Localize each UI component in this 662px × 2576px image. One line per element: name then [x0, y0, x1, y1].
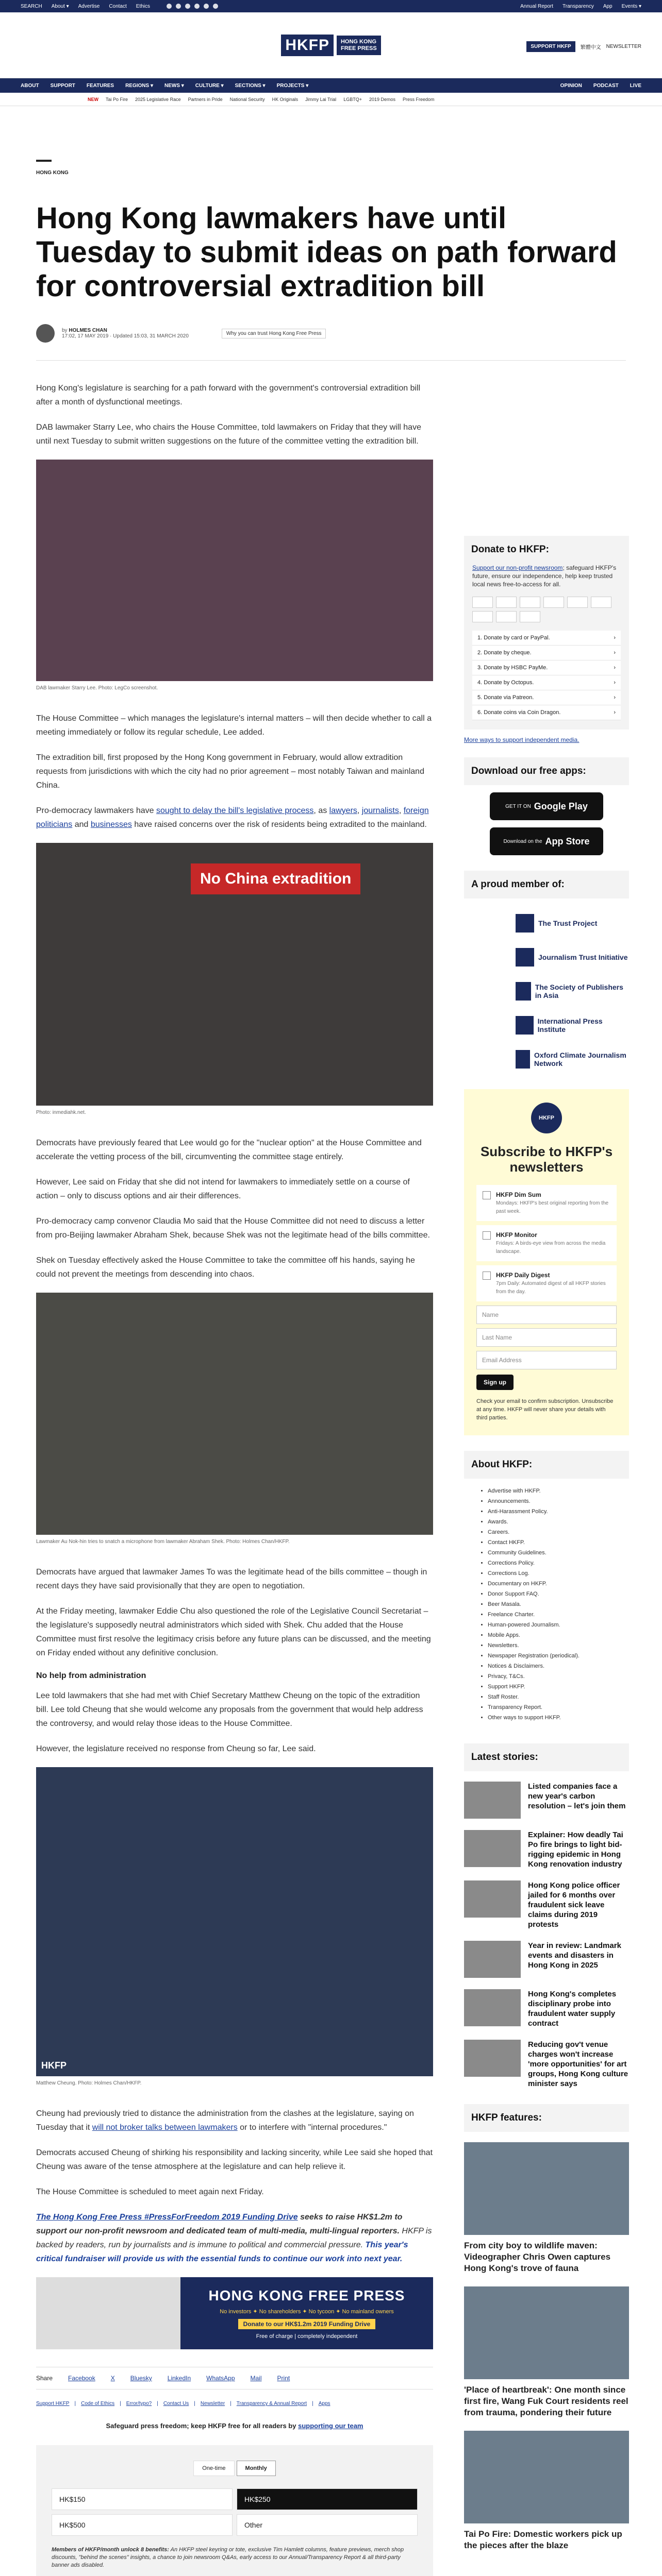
story-title[interactable]: Listed companies face a new year's carbon resolution – let's join them [528, 1782, 626, 1810]
method-label: 1. Donate by card or PayPal. [477, 635, 550, 641]
donate-method[interactable] [472, 690, 621, 705]
feature-story[interactable] [464, 2142, 629, 2274]
language-link[interactable]: 繁體中文 [580, 45, 601, 50]
nl-desc: Mondays: HKFP's best original reporting from the past week. [496, 1200, 609, 1214]
publish-date: 17:02, 17 MAY 2019 [62, 333, 109, 339]
paragraph: Pro-democracy camp convenor Claudia Mo said that the House Committee did not need to discuss a letter from pro-Beijing lawmaker Abraham Shek, because Shek was not the legitimate head of the bills committee. [36, 1217, 430, 1240]
paragraph: Shek on Tuesday effectively asked the House Committee to take the committee off his hands, saying he could not prevent the meetings from descending into chaos. [36, 1256, 415, 1279]
benefits-text: An HKFP steel keyring or tote, exclusive Tim Hamlett columns, feature previews, merch shop discounts, "behind the scenes" insights, a chance to join newsroom Q&As, early access to our Annual/Transparency Report & all third-party banner ads disabled. [52, 2547, 404, 2568]
text: Pro-democracy lawmakers have [36, 806, 156, 815]
support-hkfp-button[interactable]: SUPPORT HKFP [526, 41, 575, 52]
annual-report-link[interactable]: Annual Report [520, 3, 554, 9]
visa-icon [496, 597, 517, 608]
nav-support[interactable]: SUPPORT [50, 82, 75, 89]
trust-link[interactable]: Why you can trust Hong Kong Free Press [222, 329, 326, 338]
paragraph: The House Committee is scheduled to meet again next Friday. [36, 2188, 264, 2196]
feature-image [464, 2286, 629, 2379]
nl-name: HKFP Dim Sum [496, 1191, 541, 1198]
nl-desc: 7pm Daily: Automated digest of all HKFP stories from the day. [496, 1281, 606, 1295]
story-title[interactable]: Explainer: How deadly Tai Po fire brings to light bid-rigging epidemic in Hong Kong renovation industry [528, 1831, 623, 1869]
text: and [72, 820, 91, 829]
subnav-item[interactable]: LGBTQ+ [343, 96, 362, 102]
sopa-logo [516, 982, 531, 1001]
feature-title[interactable]: 'Place of heartbreak': One month since first fire, Wang Fuk Court residents reel from trauma, pondering their future [464, 2385, 628, 2417]
donate-methods [472, 631, 621, 720]
contact-link[interactable]: Contact [109, 3, 127, 9]
advertise-link[interactable]: Advertise [78, 3, 100, 9]
feature-story[interactable] [464, 2431, 629, 2551]
footer-link[interactable]: Newsletter [200, 2401, 225, 2406]
more-ways [464, 736, 629, 744]
amount-option-other[interactable]: Other [237, 2514, 418, 2536]
logo-text [337, 36, 381, 55]
appstore-label: App Store [545, 836, 590, 846]
photo-starry-lee [36, 460, 433, 681]
subnav-item[interactable]: 2019 Demos [369, 96, 395, 102]
about-heading: About HKFP: [464, 1451, 629, 1479]
newsletter-option[interactable] [476, 1185, 617, 1221]
broker-talks-link[interactable]: will not broker talks between lawmakers [92, 2123, 238, 2132]
freq-monthly[interactable]: Monthly [237, 2461, 276, 2476]
text: , [399, 806, 404, 815]
sub-nav [0, 93, 662, 106]
donate-method[interactable] [472, 631, 621, 646]
latest-heading: Latest stories: [464, 1743, 629, 1771]
journalists-link[interactable]: journalists [361, 806, 399, 815]
subheading: No help from administration [36, 1671, 146, 1680]
about-item[interactable]: • Beer Masala. [488, 1599, 629, 1609]
paragraph: Democrats accused Cheung of shirking his responsibility and lacking sincerity, while Lee said she hoped that Cheung was aware of the tense atmosphere at the legislature and can help relieve it. [36, 2148, 433, 2171]
photo-caption: Matthew Cheung. Photo: Holmes Chan/HKFP. [36, 2080, 142, 2086]
footer-link[interactable]: Transparency & Annual Report [236, 2401, 307, 2406]
about-item[interactable]: • Corrections Log. [488, 1568, 629, 1579]
story-thumbnail [464, 2040, 521, 2077]
latest-story[interactable] [464, 1941, 629, 1978]
nl-name: HKFP Daily Digest [496, 1272, 550, 1279]
about-item[interactable]: • Human-powered Journalism. [488, 1620, 629, 1630]
nav-projects[interactable]: PROJECTS ▾ [276, 82, 309, 89]
footer-link[interactable]: Code of Ethics [81, 2401, 115, 2406]
google-play-button[interactable] [490, 792, 603, 820]
author-name[interactable]: HOLMES CHAN [69, 328, 107, 333]
paragraph: Lee told lawmakers that she had met with Chief Secretary Matthew Cheung on the topic of the extradition bill. Lee told Cheung that she would welcome any proposals from the government that would help address the controversy, and would relay those ideas to the House Committee. [36, 1691, 423, 1728]
checkbox[interactable] [483, 1272, 491, 1280]
byline [36, 324, 626, 343]
ethics-link[interactable]: Ethics [136, 3, 151, 9]
paragraph [36, 2107, 433, 2134]
text: , [357, 806, 362, 815]
story-title[interactable]: Reducing gov't venue charges won't increase 'more opportunities' for art groups, Hong Kong culture minister says [528, 2040, 628, 2088]
story-thumbnail [464, 1782, 521, 1819]
sidebar [464, 536, 629, 2564]
gplay-small: GET IT ON [505, 803, 531, 809]
donate-box [464, 564, 629, 730]
nav-about[interactable]: ABOUT [21, 82, 39, 89]
member-oxford[interactable] [516, 1050, 629, 1069]
about-item[interactable]: • Donor Support FAQ. [488, 1589, 629, 1599]
article-footer-links: Support HKFP | Code of Ethics | Error/typo? | Contact Us | Newsletter | Transparency & Annual Report | Apps [36, 2401, 330, 2406]
cheque-icon [520, 611, 540, 622]
donation-panel [36, 2445, 433, 2576]
facebook-icon[interactable] [167, 4, 172, 9]
nav-culture[interactable]: CULTURE ▾ [195, 82, 224, 89]
about-item[interactable]: • Newspaper Registration (periodical). [488, 1651, 629, 1661]
member-label: Journalism Trust Initiative [538, 953, 628, 961]
share-bluesky[interactable]: Bluesky [130, 2375, 152, 2382]
photo-watermark: HKFP [41, 2060, 67, 2071]
logo-mark: HKFP [281, 35, 334, 56]
nav-live[interactable]: LIVE [630, 82, 641, 89]
gplay-label: Google Play [534, 801, 588, 811]
about-item[interactable]: • Support HKFP. [488, 1682, 629, 1692]
paragraph: However, Lee said on Friday that she did not intend for lawmakers to immediately settle on a course of action – only to discuss options and air their differences. [36, 1178, 410, 1200]
donate-text [472, 564, 621, 588]
amount-option-selected[interactable]: HK$250 [237, 2488, 418, 2510]
story-title[interactable]: Hong Kong police officer jailed for 6 months over fraudulent sick leave claims during 2019 protests [528, 1881, 620, 1929]
name-input[interactable]: Name [476, 1306, 617, 1324]
member-heading: A proud member of: [464, 871, 629, 899]
text: seeks to raise HK$1.2m to support our non-profit newsroom and dedicated team of multi-media, multi-lingual reporters. [36, 2213, 403, 2235]
newsletter-note: Check your email to confirm subscription. Unsubscribe at any time. HKFP will never share your details with third parties. [476, 1398, 614, 1421]
transparency-link[interactable]: Transparency [562, 3, 594, 9]
story-title[interactable]: Year in review: Landmark events and disasters in Hong Kong in 2025 [528, 1941, 621, 1970]
nav-regions[interactable]: REGIONS ▾ [125, 82, 153, 89]
support-team-link[interactable]: supporting our team [298, 2422, 363, 2430]
about-item[interactable]: • Transparency Report. [488, 1702, 629, 1713]
story-thumbnail [464, 1989, 521, 2026]
about-item[interactable]: • Newsletters. [488, 1640, 629, 1651]
subnav-new-badge: NEW [88, 96, 98, 102]
subnav-item[interactable]: Partners in Pride [188, 96, 223, 102]
amount-option[interactable]: HK$150 [52, 2488, 233, 2510]
method-label: 5. Donate via Patreon. [477, 694, 534, 701]
about-item[interactable]: • Anti-Harassment Policy. [488, 1506, 629, 1517]
footer-link[interactable]: Contact Us [163, 2401, 189, 2406]
paragraph: Hong Kong's legislature is searching for a path forward with the government's controversial extradition bill after a month of dysfunctional meetings. [36, 384, 421, 406]
share-bar [36, 2367, 433, 2389]
newsletter-option[interactable] [476, 1225, 617, 1261]
text: have raised concerns over the risk of residents being extradited to the mainland. [131, 820, 427, 829]
subnav-item[interactable]: Tai Po Fire [106, 96, 128, 102]
protest-sign: No China extradition [191, 863, 360, 894]
member-label: The Trust Project [538, 919, 598, 927]
googlepay-icon [496, 611, 517, 622]
newsletter-link[interactable]: NEWSLETTER [606, 44, 641, 49]
title-divider [36, 360, 626, 361]
author-avatar [36, 324, 55, 343]
site-header [0, 12, 662, 78]
about-item[interactable]: • Mobile Apps. [488, 1630, 629, 1640]
frequency-toggle [52, 2461, 418, 2476]
feature-story[interactable] [464, 2286, 629, 2418]
story-thumbnail [464, 1941, 521, 1978]
safeguard-text [36, 2422, 433, 2430]
subnav-item[interactable]: Jimmy Lai Trial [305, 96, 337, 102]
feature-title[interactable]: Tai Po Fire: Domestic workers pick up the pieces after the blaze [464, 2529, 622, 2550]
lawyers-link[interactable]: lawyers [329, 806, 357, 815]
share-facebook[interactable]: Facebook [68, 2375, 95, 2382]
footer-link[interactable]: Support HKFP [36, 2401, 70, 2406]
benefits-title: Members of HKFP/month unlock 8 benefits: [52, 2547, 169, 2553]
ipi-logo [516, 1016, 534, 1035]
about-item[interactable]: • Privacy, T&Cs. [488, 1671, 629, 1682]
subnav-item[interactable]: Press Freedom [402, 96, 435, 102]
x-icon[interactable] [176, 4, 181, 9]
nav-news[interactable]: NEWS ▾ [164, 82, 184, 89]
chevron-right-icon: › [614, 635, 616, 641]
method-label: 6. Donate coins via Coin Dragon. [477, 709, 561, 716]
photo-microphone [36, 1293, 433, 1535]
paypal-icon [543, 597, 564, 608]
about-item[interactable]: • Documentary on HKFP. [488, 1579, 629, 1589]
oxford-logo [516, 1050, 530, 1069]
donate-heading: Donate to HKFP: [464, 536, 629, 564]
photo-matthew-cheung [36, 1767, 433, 2076]
about-list [464, 1486, 629, 1723]
paragraph: Democrats have previously feared that Lee would go for the "nuclear option" at the House Committee and accelerate the vetting process of the bill, circumventing the committee stage entirely. [36, 1139, 422, 1161]
about-item[interactable]: • Advertise with HKFP. [488, 1486, 629, 1496]
method-label: 4. Donate by Octopus. [477, 680, 534, 686]
about-item[interactable]: • Community Guidelines. [488, 1548, 629, 1558]
donate-method[interactable] [472, 675, 621, 690]
chevron-right-icon: › [614, 694, 616, 701]
paragraph: The House Committee – which manages the legislature's internal matters – will then decide whether to call a meeting immediately or follow its regular schedule, Lee added. [36, 714, 432, 737]
story-thumbnail [464, 1880, 521, 1918]
trust-project-logo [516, 914, 534, 933]
latest-story[interactable] [464, 1880, 629, 1929]
article-body [36, 381, 433, 2576]
photo-caption: Lawmaker Au Nok-hin tries to snatch a microphone from lawmaker Abraham Shek. Photo: Holmes Chan/HKFP. [36, 1539, 290, 1545]
nav-podcast[interactable]: PODCAST [593, 82, 619, 89]
nl-name: HKFP Monitor [496, 1231, 537, 1239]
businesses-link[interactable]: businesses [90, 820, 132, 829]
photo-protest [36, 843, 433, 1106]
text: , as [313, 806, 329, 815]
last-name-input[interactable]: Last Name [476, 1328, 617, 1347]
nav-features[interactable]: FEATURES [86, 82, 114, 89]
text: Cheung had previously tried to distance the administration from the clashes at the legislature, saying on Tuesday that it [36, 2109, 414, 2132]
latest-story[interactable] [464, 1989, 629, 2028]
text: This year's critical fundraiser will provide us with the essential funds to continue our work into next year. [36, 2241, 408, 2263]
banner-text [180, 2287, 433, 2340]
feature-image [464, 2142, 629, 2235]
about-item[interactable]: • Contact HKFP. [488, 1537, 629, 1548]
latest-story[interactable] [464, 1782, 629, 1819]
newsletter-box [464, 1089, 629, 1435]
footer-link[interactable]: Error/typo? [126, 2401, 152, 2406]
about-menu[interactable]: About ▾ [51, 3, 69, 9]
paragraph: DAB lawmaker Starry Lee, who chairs the House Committee, told lawmakers on Friday that they will have until next Tuesday to submit written suggestions on the future of the committee vetting the extradition bill. [36, 423, 421, 446]
paragraph: However, the legislature received no response from Cheung so far, Lee said. [36, 1744, 316, 1753]
instagram-icon[interactable] [185, 4, 190, 9]
member-label: International Press Institute [537, 1017, 603, 1033]
amex-icon [520, 597, 540, 608]
delay-bill-link[interactable]: sought to delay the bill's legislative process [156, 806, 314, 815]
freq-one-time[interactable]: One-time [193, 2461, 234, 2476]
method-label: 2. Donate by cheque. [477, 650, 532, 656]
photo-caption: DAB lawmaker Starry Lee. Photo: LegCo screenshot. [36, 685, 158, 691]
site-logo[interactable] [281, 35, 380, 56]
about-item[interactable]: • Announcements. [488, 1496, 629, 1506]
feature-image [464, 2431, 629, 2523]
paragraph: The extradition bill, first proposed by the Hong Kong government in February, would allow extradition requests from jurisdictions with which the city had no prior agreement – most notably Taiwan and mainland China. [36, 753, 424, 790]
member-trust-project[interactable] [516, 914, 629, 933]
apps-heading: Download our free apps: [464, 757, 629, 785]
updated-date: Updated 15:03, 31 MARCH 2020 [113, 333, 189, 339]
logo-line-1: HONG KONG [340, 38, 377, 45]
youtube-icon[interactable] [194, 4, 200, 9]
about-item[interactable]: • Staff Roster. [488, 1692, 629, 1702]
member-jti[interactable] [516, 948, 629, 967]
banner-cta[interactable]: Donate to our HK$1.2m 2019 Funding Drive [238, 2319, 376, 2329]
applepay-icon [472, 611, 493, 622]
nl-desc: Fridays: A birds-eye view from across the media landscape. [496, 1241, 606, 1255]
about-item[interactable]: • Notices & Disclaimers. [488, 1661, 629, 1671]
app-store-button[interactable] [490, 827, 603, 855]
funding-paragraph [36, 2210, 433, 2266]
banner-title: HONG KONG FREE PRESS [208, 2287, 405, 2303]
text: Safeguard press freedom; keep HKFP free for all readers by [106, 2422, 299, 2430]
app-link[interactable]: App [603, 3, 613, 9]
donate-method[interactable] [472, 705, 621, 720]
subnav-item[interactable]: National Security [229, 96, 265, 102]
paragraph: Democrats have argued that lawmaker James To was the legitimate head of the bills committee – though in recent days they have said provisionally that they are open to negotiation. [36, 1568, 427, 1590]
top-utility-bar [0, 0, 662, 12]
logo-line-2: FREE PRESS [340, 45, 377, 52]
subnav-item[interactable]: 2025 Legislative Race [135, 96, 181, 102]
amount-option[interactable]: HK$500 [52, 2514, 233, 2536]
photo-caption: Photo: inmediahk.net. [36, 1110, 86, 1115]
member-label: Oxford Climate Journalism Network [534, 1051, 626, 1067]
latest-story[interactable] [464, 1830, 629, 1869]
nav-sections[interactable]: SECTIONS ▾ [235, 82, 266, 89]
share-whatsapp[interactable]: WhatsApp [206, 2375, 235, 2382]
about-item[interactable]: • Awards. [488, 1517, 629, 1527]
donate-method[interactable] [472, 646, 621, 660]
article-title: Hong Kong lawmakers have until Tuesday to submit ideas on path forward for controversial extradition bill [36, 201, 617, 303]
email-input[interactable]: Email Address [476, 1351, 617, 1369]
subnav-item[interactable]: HK Originals [272, 96, 299, 102]
share-print[interactable]: Print [277, 2375, 290, 2382]
author-info: by HOLMES CHAN 17:02, 17 MAY 2019 · Updated 15:03, 31 MARCH 2020 [62, 328, 189, 339]
amount-options [52, 2488, 418, 2536]
section-tag[interactable]: HONG KONG [36, 170, 69, 176]
payme-icon [567, 597, 588, 608]
chevron-right-icon: › [614, 709, 616, 716]
chevron-right-icon: › [614, 665, 616, 671]
newsletter-option[interactable] [476, 1265, 617, 1301]
more-ways-link[interactable]: More ways to support independent media. [464, 736, 580, 743]
donate-method[interactable] [472, 660, 621, 675]
about-item[interactable]: • Careers. [488, 1527, 629, 1537]
checkbox[interactable] [483, 1231, 491, 1240]
appstore-small: Download on the [503, 838, 542, 844]
member-ipi[interactable] [516, 1016, 629, 1035]
mastercard-icon [472, 597, 493, 608]
share-mail[interactable]: Mail [250, 2375, 262, 2382]
section-rule [36, 160, 52, 162]
member-label: The Society of Publishers in Asia [535, 983, 623, 999]
story-thumbnail [464, 1830, 521, 1867]
funding-drive-link[interactable]: The Hong Kong Free Press #PressForFreedom 2019 Funding Drive [36, 2213, 298, 2222]
paragraph: At the Friday meeting, lawmaker Eddie Chu also questioned the role of the Legislative Council Secretariat – the legislature's supposedly neutral administrators which sided with Shek. Chu added that the House Committee must first resolve the legitimacy crisis before any future plans can be discussed, and the meeting on Friday ended without any definitive conclusion. [36, 1607, 431, 1657]
linkedin-icon[interactable] [204, 4, 209, 9]
signup-button[interactable]: Sign up [476, 1375, 514, 1390]
banner-subtitle: No investors ✦ No shareholders ✦ No tycoon ✦ No mainland owners [220, 2308, 394, 2315]
social-icons [167, 4, 218, 9]
payment-icons [472, 597, 621, 622]
nav-opinion[interactable]: OPINION [560, 82, 582, 89]
events-menu[interactable]: Events ▾ [621, 3, 641, 9]
features-heading: HKFP features: [464, 2104, 629, 2132]
text: or to interfere with "internal procedures." [237, 2123, 387, 2132]
octopus-icon [591, 597, 611, 608]
member-sopa[interactable] [516, 982, 629, 1001]
share-label: Share [36, 2375, 53, 2382]
support-newsroom-link[interactable]: Support our non-profit newsroom [472, 564, 563, 571]
main-nav [0, 78, 662, 93]
banner-tagline: Free of charge | completely independent [256, 2333, 358, 2340]
newsletter-logo: HKFP [531, 1103, 562, 1133]
share-x[interactable]: X [110, 2375, 115, 2382]
search-link[interactable]: SEARCH [21, 3, 42, 9]
funding-banner[interactable] [36, 2277, 433, 2349]
text: ; safeguard HKFP's future, ensure our independence, help keep trusted local news free-to-access for all. [472, 564, 617, 588]
method-label: 3. Donate by HSBC PayMe. [477, 665, 548, 671]
chevron-right-icon: › [614, 680, 616, 686]
paragraph [36, 804, 433, 832]
story-title[interactable]: Hong Kong's completes disciplinary probe into fraudulent water supply contract [528, 1990, 617, 2028]
checkbox[interactable] [483, 1191, 491, 1199]
latest-story[interactable] [464, 2040, 629, 2089]
chevron-right-icon: › [614, 650, 616, 656]
members-benefits [52, 2546, 418, 2569]
feature-title[interactable]: From city boy to wildlife maven: Videographer Chris Owen captures Hong Kong's trove of fauna [464, 2241, 611, 2273]
share-linkedin[interactable]: LinkedIn [167, 2375, 191, 2382]
newsletter-heading: Subscribe to HKFP's newsletters [480, 1144, 613, 1175]
rss-icon[interactable] [213, 4, 218, 9]
jti-logo [516, 948, 534, 967]
text: HKFP is backed by readers, run by journalists and is immune to political and commercial pressure. [36, 2227, 432, 2249]
about-item[interactable]: • Corrections Policy. [488, 1558, 629, 1568]
foreign-politicians-link[interactable]: foreign politicians [36, 806, 429, 829]
about-item[interactable]: • Other ways to support HKFP. [488, 1713, 629, 1723]
about-item[interactable]: • Freelance Charter. [488, 1609, 629, 1620]
footer-link[interactable]: Apps [318, 2401, 330, 2406]
banner-photo [36, 2277, 180, 2349]
author-prefix: by [62, 328, 68, 333]
